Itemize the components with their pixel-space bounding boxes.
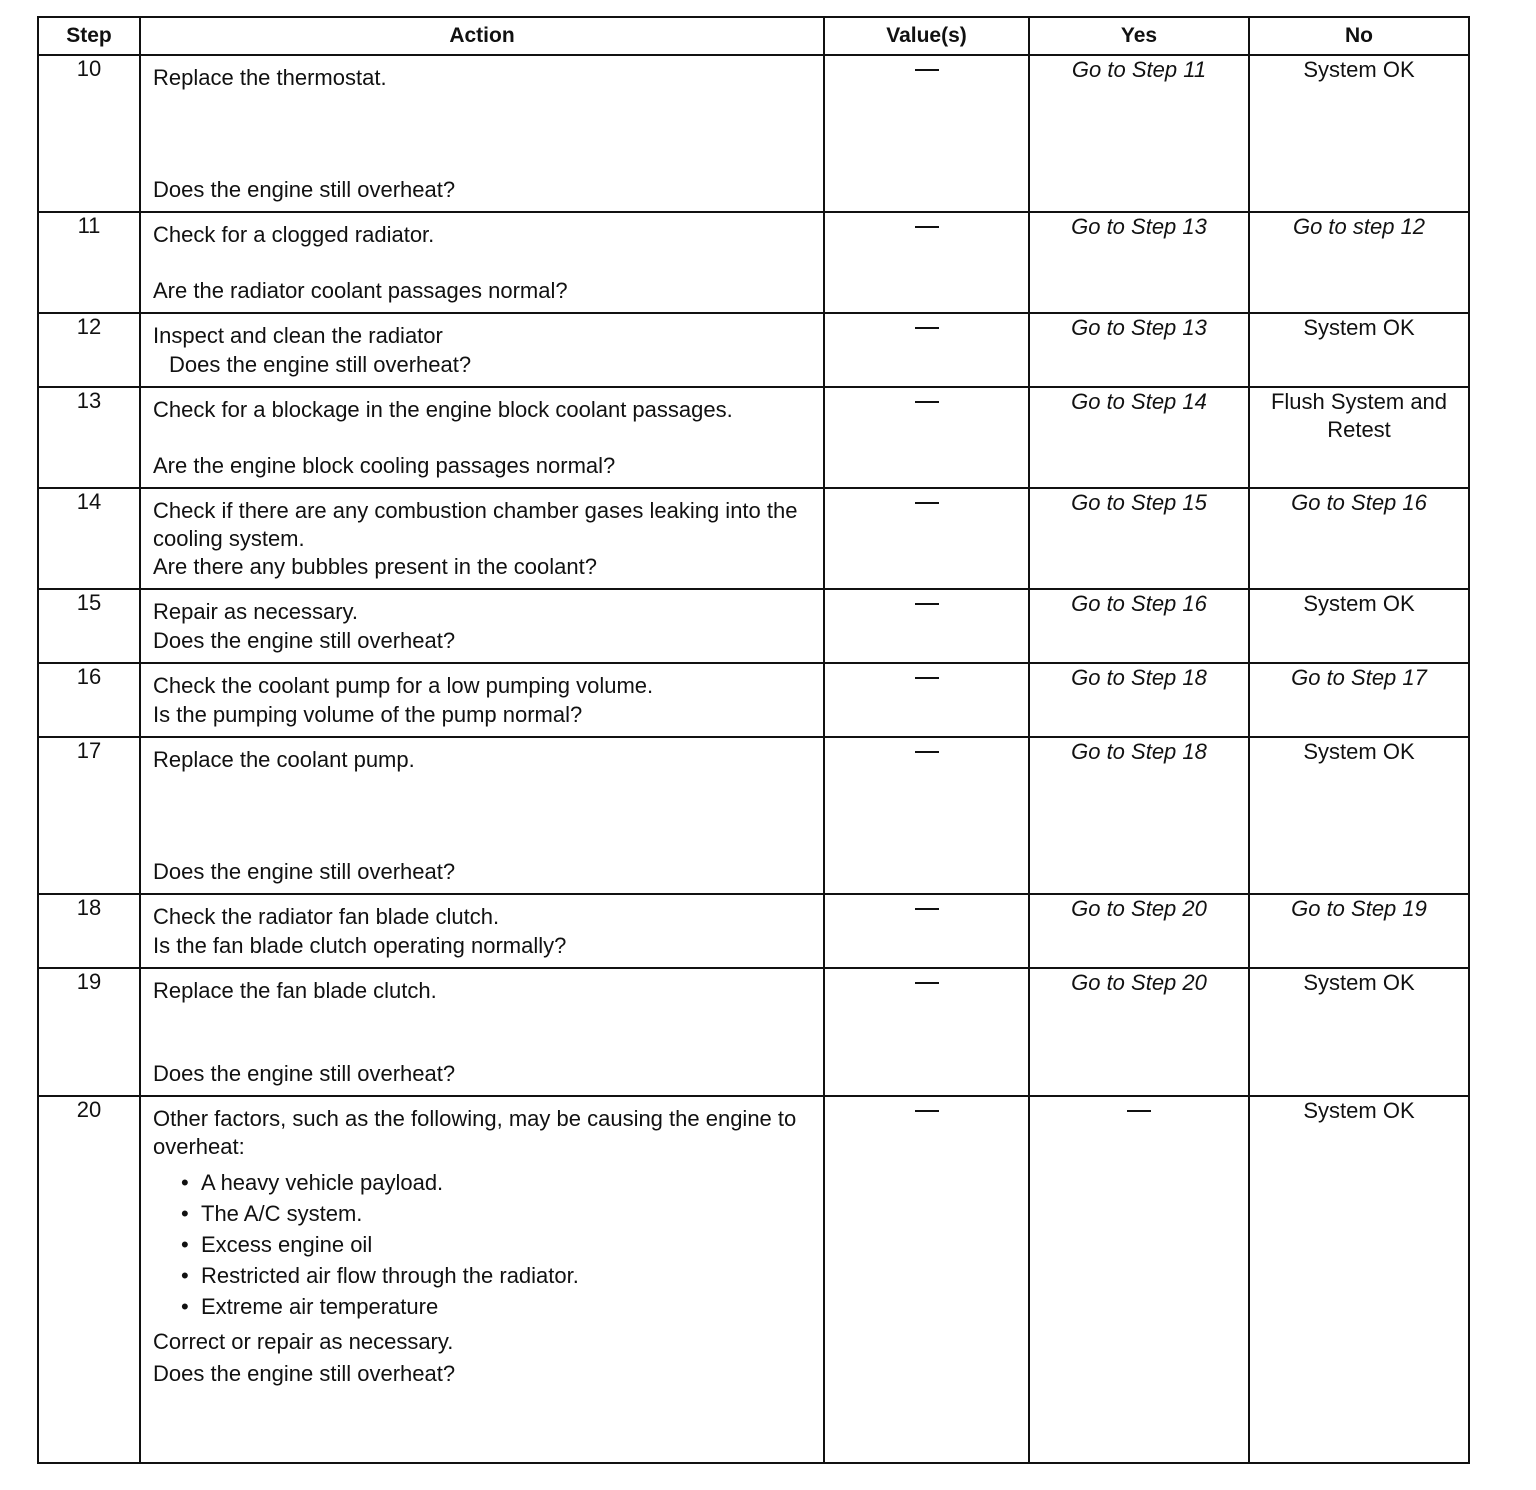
step-number: 13 bbox=[38, 387, 140, 488]
yes-cell bbox=[1029, 313, 1249, 387]
no-cell bbox=[1249, 663, 1469, 737]
action-text: Replace the coolant pump. bbox=[153, 747, 415, 772]
table-row bbox=[38, 212, 1469, 313]
yes-cell bbox=[1029, 488, 1249, 589]
value-dash bbox=[915, 677, 939, 679]
yes-cell bbox=[1029, 737, 1249, 894]
action-question: Is the fan blade clutch operating normally? bbox=[153, 933, 567, 958]
action-cell bbox=[140, 589, 824, 663]
no-cell bbox=[1249, 589, 1469, 663]
no-cell bbox=[1249, 313, 1469, 387]
table-row bbox=[38, 894, 1469, 968]
header-yes: Yes bbox=[1029, 17, 1249, 55]
action-cell bbox=[140, 212, 824, 313]
table-row bbox=[38, 55, 1469, 212]
action-cell bbox=[140, 968, 824, 1096]
value-dash bbox=[915, 908, 939, 910]
yes-action: Go to Step 11 bbox=[1071, 57, 1207, 82]
header-no: No bbox=[1249, 17, 1469, 55]
value-cell bbox=[824, 663, 1029, 737]
no-cell bbox=[1249, 212, 1469, 313]
yes-cell bbox=[1029, 212, 1249, 313]
list-item: • Extreme air temperature bbox=[201, 1291, 811, 1322]
header-action: Action bbox=[140, 17, 824, 55]
no-action: System OK bbox=[1303, 739, 1415, 764]
action-text: Check for a blockage in the engine block coolant passages. bbox=[153, 397, 733, 422]
no-action: Go to Step 16 bbox=[1291, 490, 1427, 515]
header-row bbox=[38, 17, 1469, 55]
list-item: • Restricted air flow through the radiator. bbox=[201, 1260, 811, 1291]
table-row bbox=[38, 387, 1469, 488]
no-cell bbox=[1249, 387, 1469, 488]
action-question: Are the radiator coolant passages normal? bbox=[153, 278, 568, 303]
action-question: Does the engine still overheat? bbox=[153, 859, 456, 884]
no-action: System OK bbox=[1303, 1098, 1415, 1123]
no-cell bbox=[1249, 55, 1469, 212]
action-text: Replace the thermostat. bbox=[153, 65, 387, 90]
value-cell bbox=[824, 387, 1029, 488]
no-action: System OK bbox=[1303, 970, 1415, 995]
no-action: Go to step 12 bbox=[1292, 214, 1426, 239]
action-question: Is the pumping volume of the pump normal? bbox=[153, 702, 583, 727]
value-dash bbox=[915, 751, 939, 753]
yes-cell bbox=[1029, 387, 1249, 488]
action-cell bbox=[140, 894, 824, 968]
value-cell bbox=[824, 313, 1029, 387]
yes-cell bbox=[1029, 1096, 1249, 1463]
yes-cell bbox=[1029, 55, 1249, 212]
value-cell bbox=[824, 55, 1029, 212]
action-text: Correct or repair as necessary. bbox=[153, 1329, 454, 1354]
yes-action: Go to Step 13 bbox=[1071, 214, 1207, 239]
value-dash bbox=[915, 603, 939, 605]
action-cell bbox=[140, 663, 824, 737]
table-row bbox=[38, 737, 1469, 894]
action-question: Does the engine still overheat? bbox=[169, 352, 472, 377]
action-cell bbox=[140, 1096, 824, 1463]
step-number: 19 bbox=[38, 968, 140, 1096]
no-cell bbox=[1249, 968, 1469, 1096]
no-action: System OK bbox=[1303, 315, 1415, 340]
header-values: Value(s) bbox=[824, 17, 1029, 55]
action-text: Repair as necessary. bbox=[153, 599, 359, 624]
action-question: Does the engine still overheat? bbox=[153, 628, 456, 653]
action-question: Are the engine block cooling passages normal? bbox=[153, 453, 616, 478]
step-number: 11 bbox=[38, 212, 140, 313]
action-question: Does the engine still overheat? bbox=[153, 1361, 456, 1386]
yes-action: Go to Step 13 bbox=[1071, 315, 1207, 340]
no-cell bbox=[1249, 488, 1469, 589]
list-item: • Excess engine oil bbox=[201, 1229, 811, 1260]
action-question: Does the engine still overheat? bbox=[153, 177, 456, 202]
yes-action: Go to Step 20 bbox=[1071, 970, 1207, 995]
value-dash bbox=[915, 1110, 939, 1112]
action-cell bbox=[140, 488, 824, 589]
action-text: Check the radiator fan blade clutch. bbox=[153, 904, 500, 929]
table-row bbox=[38, 968, 1469, 1096]
step-number: 14 bbox=[38, 488, 140, 589]
action-text: Replace the fan blade clutch. bbox=[153, 978, 437, 1003]
table-row bbox=[38, 313, 1469, 387]
yes-cell bbox=[1029, 968, 1249, 1096]
value-cell bbox=[824, 212, 1029, 313]
table-row bbox=[38, 488, 1469, 589]
action-text: Check the coolant pump for a low pumping volume. bbox=[153, 673, 654, 698]
action-cell bbox=[140, 313, 824, 387]
no-action: System OK bbox=[1303, 591, 1415, 616]
action-cell bbox=[140, 737, 824, 894]
yes-action: Go to Step 20 bbox=[1071, 896, 1207, 921]
yes-action: Go to Step 18 bbox=[1071, 665, 1207, 690]
value-cell bbox=[824, 737, 1029, 894]
value-dash bbox=[915, 69, 939, 71]
yes-action: Go to Step 14 bbox=[1071, 389, 1207, 414]
no-cell bbox=[1249, 894, 1469, 968]
value-cell bbox=[824, 488, 1029, 589]
factor-list bbox=[153, 1167, 811, 1322]
yes-action: Go to Step 15 bbox=[1071, 490, 1207, 515]
no-action: System OK bbox=[1303, 57, 1415, 82]
step-number: 20 bbox=[38, 1096, 140, 1463]
action-text: Check if there are any combustion chamber gases leaking into the cooling system. bbox=[153, 498, 798, 551]
list-item: • The A/C system. bbox=[201, 1198, 811, 1229]
table-row bbox=[38, 663, 1469, 737]
value-cell bbox=[824, 894, 1029, 968]
no-action: Go to Step 17 bbox=[1291, 665, 1427, 690]
value-cell bbox=[824, 1096, 1029, 1463]
diagnostic-table bbox=[37, 16, 1470, 1464]
action-text: Other factors, such as the following, may be causing the engine to overheat: bbox=[153, 1106, 797, 1159]
step-number: 16 bbox=[38, 663, 140, 737]
step-number: 12 bbox=[38, 313, 140, 387]
value-dash bbox=[915, 226, 939, 228]
value-cell bbox=[824, 968, 1029, 1096]
action-question: Does the engine still overheat? bbox=[153, 1061, 456, 1086]
value-cell bbox=[824, 589, 1029, 663]
list-item: • A heavy vehicle payload. bbox=[201, 1167, 811, 1198]
value-dash bbox=[915, 502, 939, 504]
action-cell bbox=[140, 55, 824, 212]
header-step: Step bbox=[38, 17, 140, 55]
no-cell bbox=[1249, 1096, 1469, 1463]
value-dash bbox=[915, 982, 939, 984]
action-cell bbox=[140, 387, 824, 488]
yes-cell bbox=[1029, 663, 1249, 737]
yes-cell bbox=[1029, 589, 1249, 663]
no-cell bbox=[1249, 737, 1469, 894]
table-row bbox=[38, 1096, 1469, 1463]
value-dash bbox=[915, 401, 939, 403]
yes-cell bbox=[1029, 894, 1249, 968]
table-row bbox=[38, 589, 1469, 663]
value-dash bbox=[915, 327, 939, 329]
action-text: Check for a clogged radiator. bbox=[153, 222, 435, 247]
yes-action: Go to Step 18 bbox=[1071, 739, 1207, 764]
yes-dash bbox=[1127, 1110, 1151, 1112]
step-number: 15 bbox=[38, 589, 140, 663]
yes-action: Go to Step 16 bbox=[1071, 591, 1207, 616]
action-text: Inspect and clean the radiator bbox=[153, 323, 443, 348]
step-number: 10 bbox=[38, 55, 140, 212]
no-action: Flush System and Retest bbox=[1270, 389, 1448, 442]
step-number: 17 bbox=[38, 737, 140, 894]
step-number: 18 bbox=[38, 894, 140, 968]
action-question: Are there any bubbles present in the coolant? bbox=[153, 554, 597, 579]
no-action: Go to Step 19 bbox=[1291, 896, 1427, 921]
